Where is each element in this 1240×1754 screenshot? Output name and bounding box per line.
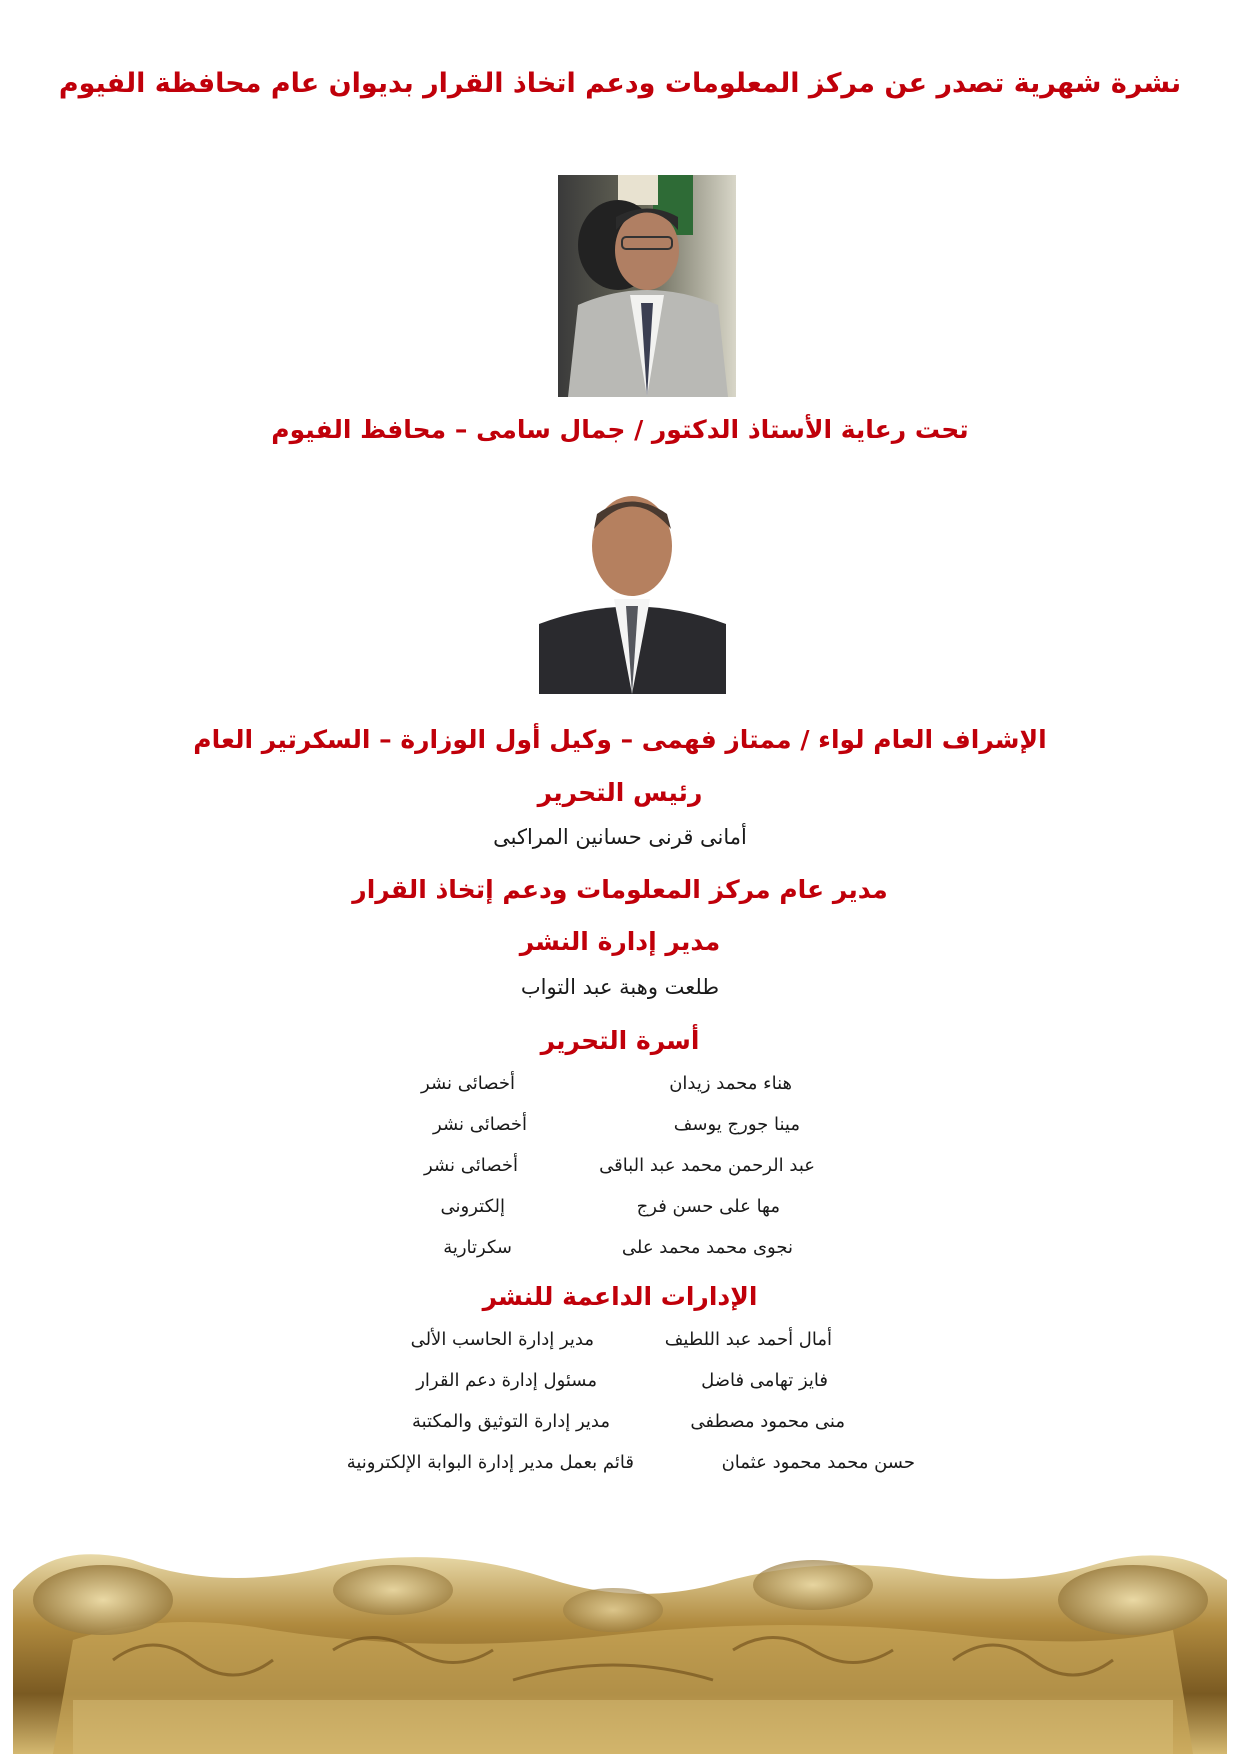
editor-in-chief-heading: رئيس التحرير <box>537 778 703 807</box>
newsletter-title: نشرة شهرية تصدر عن مركز المعلومات ودعم اتخاذ القرار بديوان عام محافظة الفيوم <box>58 68 1182 99</box>
team-member-name: نجوى محمد محمد على <box>621 1237 793 1258</box>
department-member-role: مدير إدارة الحاسب الألى <box>410 1329 594 1350</box>
secretary-general-photo <box>539 474 726 694</box>
center-director-heading: مدير عام مركز المعلومات ودعم إتخاذ القرار <box>352 875 888 904</box>
department-member-role: مدير إدارة التوثيق والمكتبة <box>411 1411 610 1432</box>
patron-line: تحت رعاية الأستاذ الدكتور / جمال سامى – محافظ الفيوم <box>271 415 969 444</box>
team-member-role: أخصائى نشر <box>424 1155 518 1176</box>
ornate-gold-frame <box>13 1530 1227 1754</box>
supporting-departments-heading: الإدارات الداعمة للنشر <box>482 1282 758 1311</box>
governor-photo <box>558 175 736 397</box>
team-member-name: مها على حسن فرج <box>636 1196 780 1217</box>
department-member-name: حسن محمد محمود عثمان <box>721 1452 915 1473</box>
department-member-name: منى محمود مصطفى <box>690 1411 845 1432</box>
team-member-role: أخصائى نشر <box>433 1114 527 1135</box>
team-member-role: إلكترونى <box>440 1196 505 1217</box>
editorial-family-heading: أسرة التحرير <box>540 1026 700 1055</box>
team-member-name: عبد الرحمن محمد عبد الباقى <box>599 1155 815 1176</box>
department-member-name: فايز تهامى فاضل <box>701 1370 828 1391</box>
department-member-name: أمال أحمد عبد اللطيف <box>664 1329 832 1350</box>
editor-in-chief-name: أمانى قرنى حسانين المراكبى <box>493 825 747 849</box>
team-member-role: أخصائى نشر <box>421 1073 515 1094</box>
team-member-role: سكرتارية <box>443 1237 512 1258</box>
department-member-role: قائم بعمل مدير إدارة البوابة الإلكترونية <box>346 1452 634 1473</box>
team-member-name: هناء محمد زيدان <box>669 1073 792 1094</box>
publishing-manager-name: طلعت وهبة عبد التواب <box>520 975 720 999</box>
team-member-name: مينا جورج يوسف <box>673 1114 800 1135</box>
publishing-manager-heading: مدير إدارة النشر <box>519 927 721 956</box>
general-supervision-line: الإشراف العام لواء / ممتاز فهمى – وكيل أول الوزارة – السكرتير العام <box>193 725 1047 754</box>
department-member-role: مسئول إدارة دعم القرار <box>416 1370 597 1391</box>
